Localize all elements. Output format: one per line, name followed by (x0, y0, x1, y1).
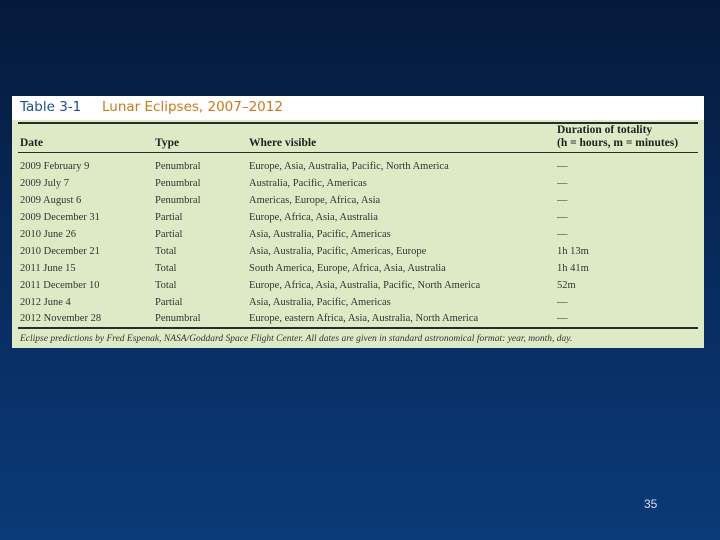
eclipse-table (12, 96, 704, 348)
cell-date: 2010 December 21 (20, 246, 100, 257)
cell-where: South America, Europe, Africa, Asia, Australia (249, 263, 446, 274)
cell-where: Europe, Asia, Australia, Pacific, North America (249, 161, 449, 172)
cell-date: 2009 February 9 (20, 161, 90, 172)
table-title: Lunar Eclipses, 2007–2012 (102, 99, 283, 115)
cell-where: Asia, Australia, Pacific, Americas, Europe (249, 246, 427, 257)
column-header-duration: Duration of totality (557, 124, 653, 136)
cell-date: 2011 June 15 (20, 263, 76, 274)
page-number: 35 (644, 497, 658, 511)
header-rule (18, 152, 698, 153)
cell-date: 2012 November 28 (20, 313, 102, 324)
cell-type: Total (155, 263, 177, 274)
table-number: Table 3-1 (20, 99, 82, 115)
cell-where: Asia, Australia, Pacific, Americas (249, 229, 391, 240)
cell-type: Penumbral (155, 178, 201, 189)
column-header-where: Where visible (249, 137, 317, 149)
cell-duration: — (557, 313, 568, 324)
table-row (18, 209, 698, 226)
cell-type: Partial (155, 212, 183, 223)
cell-duration: — (557, 212, 568, 223)
cell-where: Asia, Australia, Pacific, Americas (249, 297, 391, 308)
cell-duration: 1h 13m (557, 246, 589, 257)
cell-type: Total (155, 246, 177, 257)
column-header-duration-units: (h = hours, m = minutes) (557, 137, 679, 149)
cell-type: Penumbral (155, 161, 201, 172)
cell-type: Total (155, 280, 177, 291)
cell-where: Europe, eastern Africa, Asia, Australia, North America (249, 313, 479, 324)
table-caption (12, 96, 704, 120)
cell-type: Partial (155, 297, 183, 308)
cell-duration: — (557, 178, 568, 189)
table-row (18, 158, 698, 175)
table-row (18, 175, 698, 192)
cell-type: Penumbral (155, 313, 201, 324)
column-header-date: Date (20, 137, 43, 149)
cell-date: 2009 August 6 (20, 195, 82, 206)
cell-date: 2012 June 4 (20, 297, 71, 308)
cell-duration: — (557, 161, 568, 172)
table-row (18, 243, 698, 260)
cell-where: Australia, Pacific, Americas (249, 178, 367, 189)
table-footnote: Eclipse predictions by Fred Espenak, NASA/Goddard Space Flight Center. All dates are given in standard astronomical format: year, month, day. (20, 334, 573, 344)
cell-type: Penumbral (155, 195, 201, 206)
cell-date: 2009 July 7 (20, 178, 70, 189)
cell-date: 2009 December 31 (20, 212, 100, 223)
column-header-type: Type (155, 137, 180, 149)
table-row (18, 310, 698, 327)
cell-duration: — (557, 297, 568, 308)
cell-where: Europe, Africa, Asia, Australia, Pacific, North America (249, 280, 481, 291)
cell-duration: 1h 41m (557, 263, 589, 274)
cell-where: Americas, Europe, Africa, Asia (249, 195, 381, 206)
table-row (18, 226, 698, 243)
table-row (18, 294, 698, 311)
cell-where: Europe, Africa, Asia, Australia (249, 212, 378, 223)
bottom-rule (18, 327, 698, 329)
table-row (18, 277, 698, 294)
cell-date: 2010 June 26 (20, 229, 76, 240)
cell-duration: — (557, 229, 568, 240)
table-row (18, 260, 698, 277)
cell-date: 2011 December 10 (20, 280, 100, 291)
cell-type: Partial (155, 229, 183, 240)
cell-duration: — (557, 195, 568, 206)
cell-duration: 52m (557, 280, 576, 291)
table-body (18, 122, 698, 328)
table-row (18, 192, 698, 209)
